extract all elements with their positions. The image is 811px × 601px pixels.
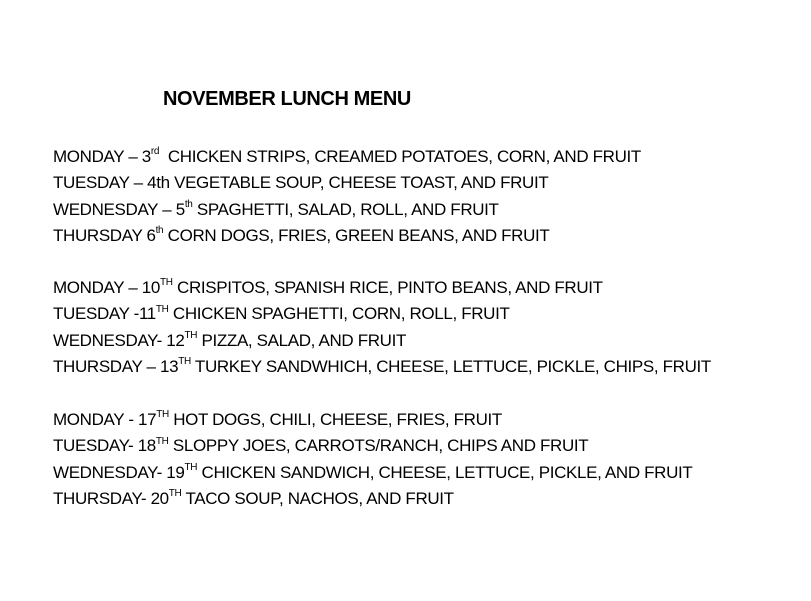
menu-line	[53, 354, 711, 380]
menu-day-suffix: TH	[155, 435, 169, 447]
menu-title: NOVEMBER LUNCH MENU	[163, 88, 411, 110]
menu-line	[53, 197, 641, 223]
menu-line	[53, 170, 641, 196]
menu-day: THURSDAY 6	[53, 225, 156, 245]
menu-line	[53, 275, 711, 301]
menu-food: SLOPPY JOES, CARROTS/RANCH, CHIPS AND FRUIT	[168, 436, 589, 456]
menu-food: PIZZA, SALAD, AND FRUIT	[197, 330, 406, 350]
menu-food: CRISPITOS, SPANISH RICE, PINTO BEANS, AND FRUIT	[172, 278, 603, 297]
menu-line	[53, 301, 711, 327]
menu-week-3	[53, 407, 692, 512]
menu-food: HOT DOGS, CHILI, CHEESE, FRIES, FRUIT	[168, 410, 502, 429]
menu-food: CHICKEN SANDWICH, CHEESE, LETTUCE, PICKLE, AND FRUIT	[197, 462, 693, 482]
menu-food: TURKEY SANDWHICH, CHEESE, LETTUCE, PICKLE, CHIPS, FRUIT	[190, 356, 711, 376]
menu-line	[53, 486, 692, 512]
menu-day: MONDAY – 3	[53, 147, 151, 166]
menu-day: THURSDAY – 13	[53, 356, 179, 376]
menu-day: WEDNESDAY- 12	[53, 330, 185, 350]
menu-line	[53, 407, 692, 433]
menu-food: CHICKEN STRIPS, CREAMED POTATOES, CORN, AND FRUIT	[159, 147, 641, 166]
menu-week-2	[53, 275, 711, 380]
menu-line	[53, 460, 692, 486]
menu-line	[53, 144, 641, 170]
menu-day-suffix: TH	[178, 356, 191, 368]
menu-day: MONDAY – 10	[53, 278, 161, 297]
menu-food: SPAGHETTI, SALAD, ROLL, AND FRUIT	[192, 199, 499, 219]
menu-food: CORN DOGS, FRIES, GREEN BEANS, AND FRUIT	[163, 225, 550, 245]
menu-day-suffix: th	[155, 225, 164, 237]
menu-day-suffix: TH	[155, 303, 169, 315]
menu-food: CHICKEN SPAGHETTI, CORN, ROLL, FRUIT	[168, 304, 510, 324]
menu-line	[53, 433, 692, 459]
menu-day-suffix: rd	[150, 146, 160, 158]
menu-day: TUESDAY -11	[53, 304, 156, 324]
menu-day: TUESDAY – 4th VEGETABLE SOUP, CHEESE TOAST, AND FRUIT	[53, 173, 549, 193]
menu-day: WEDNESDAY – 5	[53, 199, 185, 219]
menu-day: THURSDAY- 20	[53, 488, 169, 508]
menu-day-suffix: TH	[184, 461, 198, 473]
menu-line	[53, 328, 711, 354]
menu-day: MONDAY - 17	[53, 410, 157, 429]
menu-day-suffix: TH	[168, 488, 182, 500]
menu-food: TACO SOUP, NACHOS, AND FRUIT	[181, 488, 454, 508]
menu-day: WEDNESDAY- 19	[53, 462, 185, 482]
menu-day-suffix: th	[184, 198, 193, 210]
menu-day-suffix: TH	[160, 277, 173, 289]
menu-day-suffix: TH	[156, 409, 169, 421]
menu-line	[53, 223, 641, 249]
menu-day: TUESDAY- 18	[53, 436, 156, 456]
menu-day-suffix: TH	[184, 329, 198, 341]
menu-week-1	[53, 144, 641, 249]
